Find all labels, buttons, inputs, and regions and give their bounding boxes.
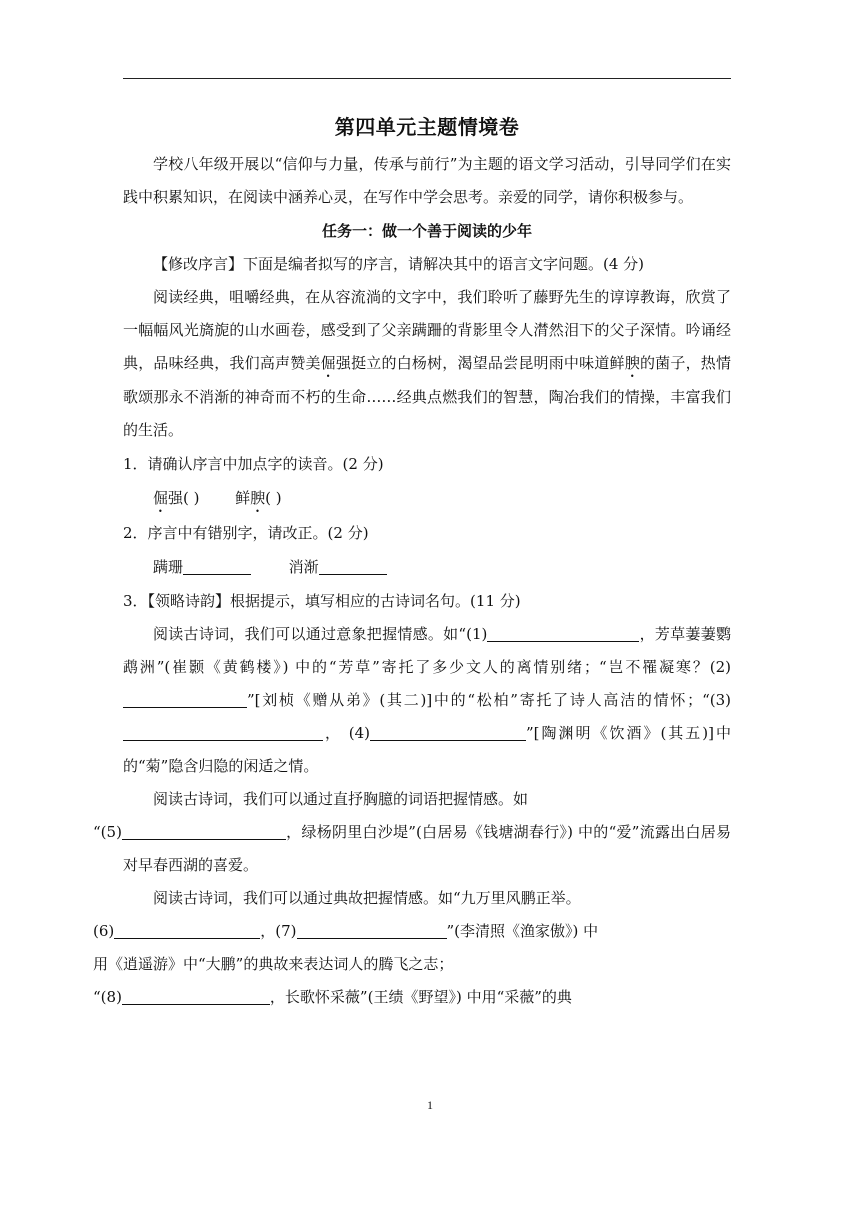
- preface-paragraph: [123, 281, 731, 447]
- q3-p3-text-b: (6): [93, 922, 115, 940]
- q2-stem: 2．序言中有错别字，请改正。(2 分): [123, 524, 369, 542]
- exam-page: [93, 96, 731, 1014]
- q3-p3-text-d: ”(李清照《渔家傲》) 中: [446, 922, 599, 940]
- blank-5[interactable]: [122, 823, 286, 840]
- q3-stem: 3．【领略诗韵】根据提示，填写相应的古诗词名句。(11 分): [123, 592, 521, 610]
- task1-heading: 任务一：做一个善于阅读的少年: [321, 222, 532, 240]
- q3-p1-text-d: ”[刘桢《赠从弟》(其二)]中的“松柏”寄托了诗人高洁的情怀；“(3): [247, 691, 731, 709]
- intro-paragraph: 学校八年级开展以“信仰与力量，传承与前行”为主题的语文学习活动，引导同学们在实践中积累知识，在阅读中涵养心灵，在写作中学会思考。亲爱的同学，请你积极参与。: [123, 155, 731, 206]
- q3-p2-text-b: “(5): [93, 823, 122, 841]
- q2-blank1[interactable]: [183, 558, 251, 575]
- preface-text-b: 强挺立的白杨树，渴望品尝昆明雨中味道鲜: [335, 354, 625, 372]
- q2-answers: [123, 550, 731, 584]
- q3-p1-text-g: ”[陶渊明《饮酒》(其五)]中的“菊”隐含归隐的闲适之情。: [123, 724, 731, 775]
- blank-4[interactable]: [370, 724, 526, 741]
- blank-6[interactable]: [114, 922, 260, 939]
- q3-p2-text-c: ，绿杨阴里白沙堤”(白居易《钱塘湖春行》) 中的“爱”流露出白居易对早春西湖的喜爱。: [123, 823, 731, 874]
- q3-p3-text-a: 阅读古诗词，我们可以通过典故把握情感。如“九万里风鹏正举。: [153, 889, 581, 907]
- q3-p3-text-e: 用《逍遥游》中“大鹏”的典故来表达词人的腾飞之志；: [93, 955, 454, 973]
- q1-word2-pre: 鲜: [235, 489, 251, 507]
- blank-8[interactable]: [122, 988, 270, 1005]
- dotted-char-jue: 倔: [320, 354, 336, 372]
- q1-word2-rest: ( ): [265, 489, 282, 507]
- q3-paragraph3: [93, 882, 731, 1014]
- q1-word1-rest: 强( ): [168, 489, 200, 507]
- dotted-char-nen: 腴: [624, 354, 640, 372]
- q3-p2-text-a: 阅读古诗词，我们可以通过直抒胸臆的词语把握情感。如: [153, 790, 529, 808]
- q3-paragraph1: [123, 618, 731, 783]
- blank-7[interactable]: [297, 922, 447, 939]
- q2-word2: 消渐: [288, 558, 319, 576]
- q3-p1-text-b: ，: [639, 625, 655, 643]
- task1-intro: 【修改序言】下面是编者拟写的序言，请解决其中的语言文字问题。(4 分): [153, 255, 645, 273]
- preface-text-a: 阅读经典，咀嚼经典，在从容流淌的文字中，我们聆听了藤野先生的谆谆教诲，欣赏了一幅幅风光旖旎的山水画卷，感受到了父亲蹒跚的背影里令人潸然泪下的父子深情。吟诵经典，品味经典，我们高声赞美: [123, 288, 731, 372]
- q1-stem: 1．请确认序言中加点字的读音。(2 分): [123, 455, 384, 473]
- q3-p1-text-f: (4): [348, 724, 370, 742]
- blank-1[interactable]: [487, 625, 639, 642]
- page-title: 第四单元主题情境卷: [334, 115, 520, 139]
- q2-word1: 蹒珊: [153, 558, 184, 576]
- q1-answers: [123, 481, 731, 516]
- q2-blank2[interactable]: [319, 558, 387, 575]
- preface-text-c: 的菌子，热情歌颂那永不消渐的神奇而不朽的生命……经典点燃我们的智慧，陶冶我们的情操，丰富我们的生活。: [123, 354, 731, 439]
- q1-word1-dot: 倔: [153, 489, 169, 507]
- q3-p1-text-c: 芳草萋萋鹦鹉洲”(崔颢《黄鹤楼》) 中的“芳草”寄托了多少文人的离情别绪；“岂不罹凝寒？(2): [123, 625, 731, 676]
- q3-p3-text-f: “(8): [93, 988, 122, 1006]
- q1-word2-dot: 腴: [250, 489, 266, 507]
- q3-p3-text-c: ，(7): [260, 922, 297, 940]
- page-number: 1: [427, 1098, 433, 1112]
- blank-3[interactable]: [123, 724, 323, 741]
- q3-p3-text-g: ，长歌怀采薇”(王绩《野望》) 中用“采薇”的典: [269, 988, 572, 1006]
- q3-p1-text-e: ，: [323, 724, 342, 742]
- blank-2[interactable]: [123, 691, 247, 708]
- header-rule: [123, 78, 731, 79]
- q3-paragraph2: [93, 783, 731, 882]
- q3-p1-text-a: 阅读古诗词，我们可以通过意象把握情感。如“(1): [153, 625, 488, 643]
